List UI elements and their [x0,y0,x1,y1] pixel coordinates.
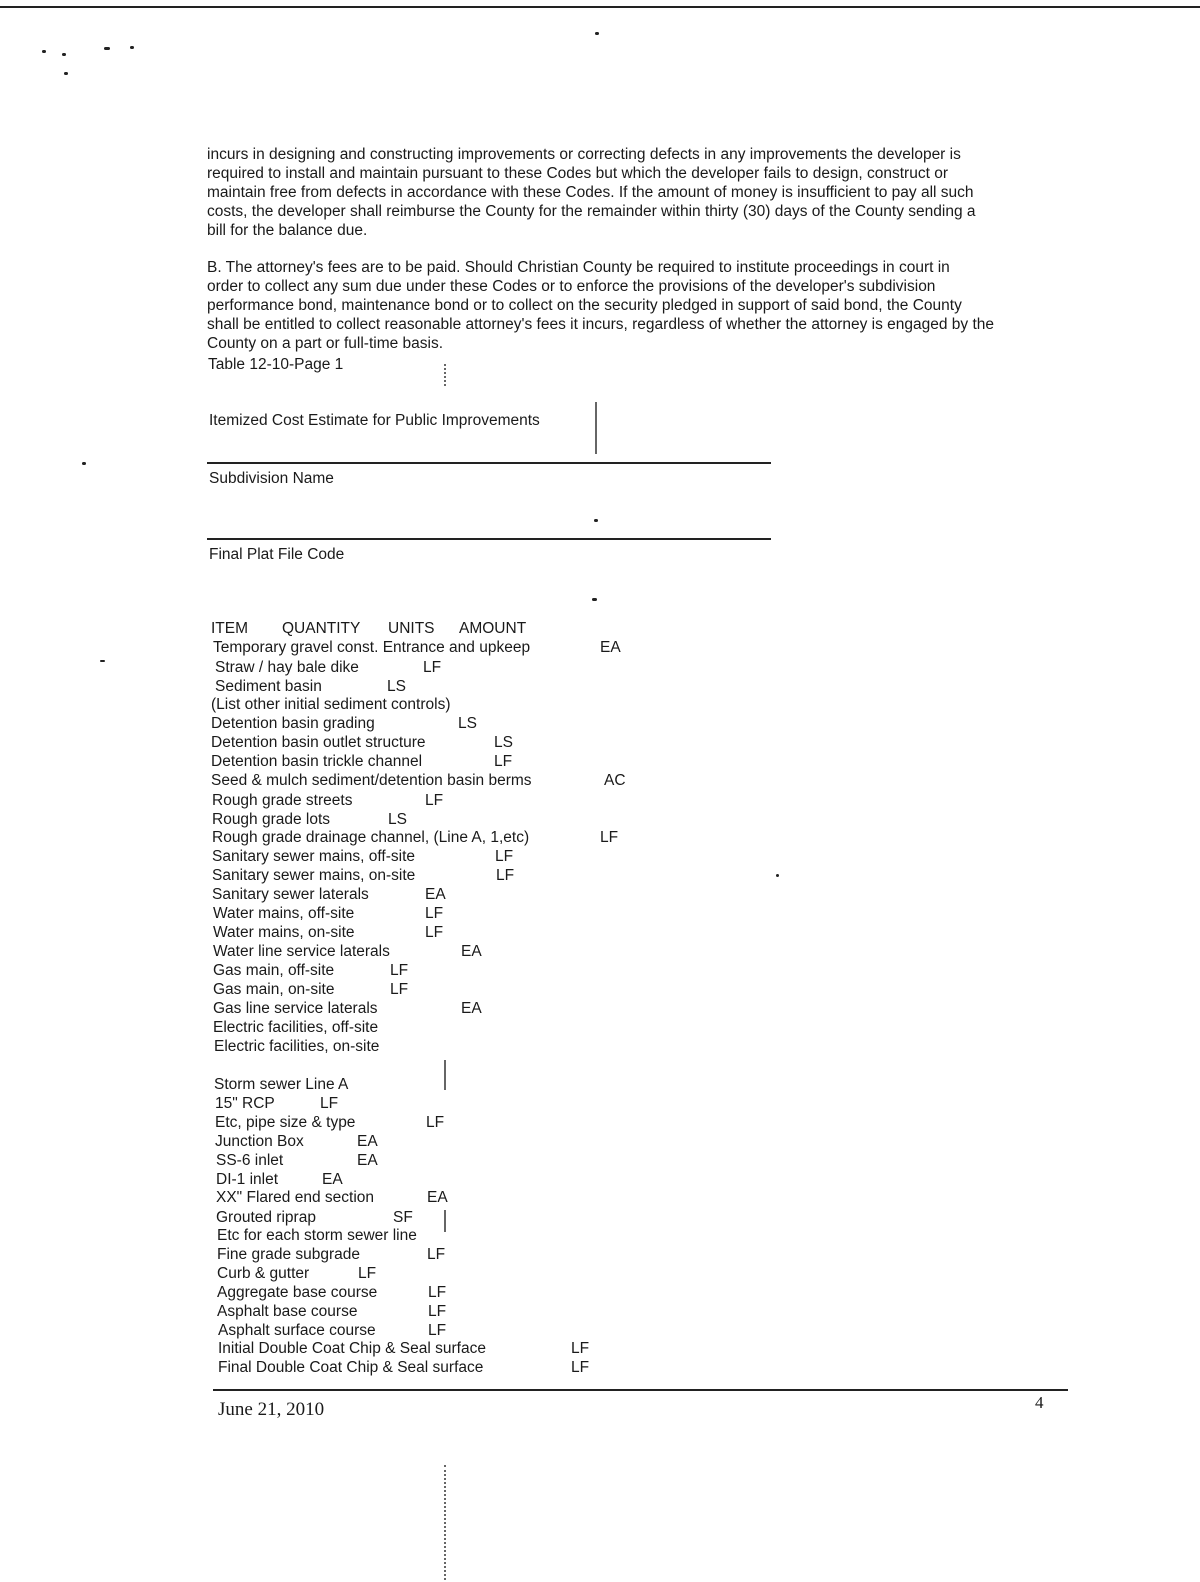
scan-speck [42,50,46,53]
header-item: ITEM [211,620,249,637]
item-name: Junction Box [215,1133,304,1150]
scan-speck [64,72,68,75]
paragraph-line: County on a part or full-time basis. [207,335,444,352]
item-name: Gas line service laterals [213,1000,378,1017]
paragraph-attorney-fees [207,258,1057,353]
item-unit: LF [494,753,513,770]
item-name: Etc for each storm sewer line [217,1227,417,1244]
item-unit: LF [571,1359,590,1376]
item-name: SS-6 inlet [216,1152,284,1169]
item-name: Straw / hay bale dike [215,659,359,676]
item-name: Water mains, on-site [213,924,355,941]
item-unit: LF [428,1284,447,1301]
scan-artifact [444,1465,448,1580]
header-amount: AMOUNT [459,620,527,637]
item-unit: EA [461,943,482,960]
item-unit: LF [428,1322,447,1339]
scan-artifact [444,364,448,386]
scan-artifact [595,402,599,454]
item-unit: LF [390,981,409,998]
item-name: Water line service laterals [213,943,390,960]
item-name: Gas main, on-site [213,981,335,998]
item-name: XX" Flared end section [216,1189,375,1206]
item-unit: LF [423,659,442,676]
footer-date: June 21, 2010 [218,1399,325,1420]
item-name: Rough grade lots [212,811,331,828]
table-title: Table 12-10-Page 1 [208,356,344,373]
item-name: Temporary gravel const. Entrance and upkeep [213,639,531,656]
item-name: Aggregate base course [217,1284,378,1301]
item-name: Sanitary sewer laterals [212,886,369,903]
item-unit: LF [426,1114,445,1131]
item-unit: LF [495,848,514,865]
item-name: Storm sewer Line A [214,1076,349,1093]
item-unit: LS [387,678,406,695]
item-unit: LS [388,811,407,828]
page-number: 4 [1035,1393,1044,1412]
item-unit: EA [357,1133,378,1150]
paragraph-line: required to install and maintain pursuant to these Codes but which the developer fails to design, construct or [207,165,948,182]
item-unit: EA [427,1189,448,1206]
item-unit: LF [390,962,409,979]
item-name: Detention basin trickle channel [211,753,423,770]
item-name: Asphalt surface course [218,1322,376,1339]
subdivision-name-rule [207,538,771,540]
item-name: Initial Double Coat Chip & Seal surface [218,1340,486,1357]
item-name: Curb & gutter [217,1265,310,1282]
item-name: Electric facilities, off-site [213,1019,379,1036]
scan-speck [100,660,105,662]
item-unit: LF [425,905,444,922]
item-unit: LF [425,792,444,809]
item-unit: LS [458,715,477,732]
item-name: Etc, pipe size & type [215,1114,356,1131]
item-name: Fine grade subgrade [217,1246,361,1263]
paragraph-line: order to collect any sum due under these Codes or to enforce the provisions of the developer's subdivision [207,278,936,295]
item-unit: LF [496,867,515,884]
item-unit: SF [393,1209,413,1226]
item-unit: EA [461,1000,482,1017]
scan-speck [62,53,66,56]
item-unit: LF [358,1265,377,1282]
scan-speck [82,462,86,465]
item-name: Rough grade drainage channel, (Line A, 1,etc) [212,829,530,846]
item-unit: LF [600,829,619,846]
item-name: Water mains, off-site [213,905,355,922]
item-name: Sediment basin [215,678,322,695]
item-name: Sanitary sewer mains, off-site [212,848,416,865]
item-unit: LF [427,1246,446,1263]
scan-speck [130,46,134,49]
item-name: Detention basin grading [211,715,375,732]
item-unit: LF [425,924,444,941]
item-unit: LF [428,1303,447,1320]
paragraph-line: shall be entitled to collect reasonable attorney's fees it incurs, regardless of whether the attorney is engaged by the [207,316,995,333]
scan-speck [104,47,110,50]
scan-speck [595,32,599,35]
item-unit: EA [322,1171,343,1188]
item-name: Sanitary sewer mains, on-site [212,867,416,884]
final-plat-label: Final Plat File Code [209,546,345,563]
item-name: Gas main, off-site [213,962,335,979]
item-name: Rough grade streets [212,792,353,809]
paragraph-line: bill for the balance due. [207,222,368,239]
paragraph-improvements [207,145,1057,240]
paragraph-line: incurs in designing and constructing improvements or correcting defects in any improvements the developer is [207,146,961,163]
item-unit: EA [600,639,621,656]
item-name: Final Double Coat Chip & Seal surface [218,1359,484,1376]
item-unit: AC [604,772,626,789]
paragraph-line: costs, the developer shall reimburse the County for the remainder within thirty (30) days of the County sending a [207,203,976,220]
item-unit: LS [494,734,513,751]
item-name: (List other initial sediment controls) [211,696,451,713]
form-title-rule [207,462,771,464]
paragraph-line: performance bond, maintenance bond or to collect on the security pledged in support of said bond, the County [207,297,962,314]
item-name: Detention basin outlet structure [211,734,426,751]
item-name: DI-1 inlet [216,1171,279,1188]
scan-speck [592,598,597,601]
scan-artifact [444,1210,448,1232]
item-name: Asphalt base course [217,1303,358,1320]
header-quantity: QUANTITY [282,620,361,637]
scan-artifact [444,1060,448,1090]
item-unit: EA [425,886,446,903]
item-name: 15" RCP [215,1095,275,1112]
item-name: Seed & mulch sediment/detention basin berms [211,772,532,789]
header-units: UNITS [388,620,435,637]
scan-speck [594,519,598,522]
subdivision-name-label: Subdivision Name [209,470,334,487]
item-name: Grouted riprap [216,1209,316,1226]
form-title: Itemized Cost Estimate for Public Improvements [209,412,540,429]
item-unit: LF [320,1095,339,1112]
paragraph-line: B. The attorney's fees are to be paid. Should Christian County be required to institute proceedings in court in [207,259,950,276]
top-edge-line [0,6,1200,8]
item-name: Electric facilities, on-site [214,1038,380,1055]
item-unit: LF [571,1340,590,1357]
footer-rule [213,1389,1068,1391]
paragraph-line: maintain free from defects in accordance with these Codes. If the amount of money is insufficient to pay all such [207,184,974,201]
item-unit: EA [357,1152,378,1169]
scan-speck [776,874,779,877]
